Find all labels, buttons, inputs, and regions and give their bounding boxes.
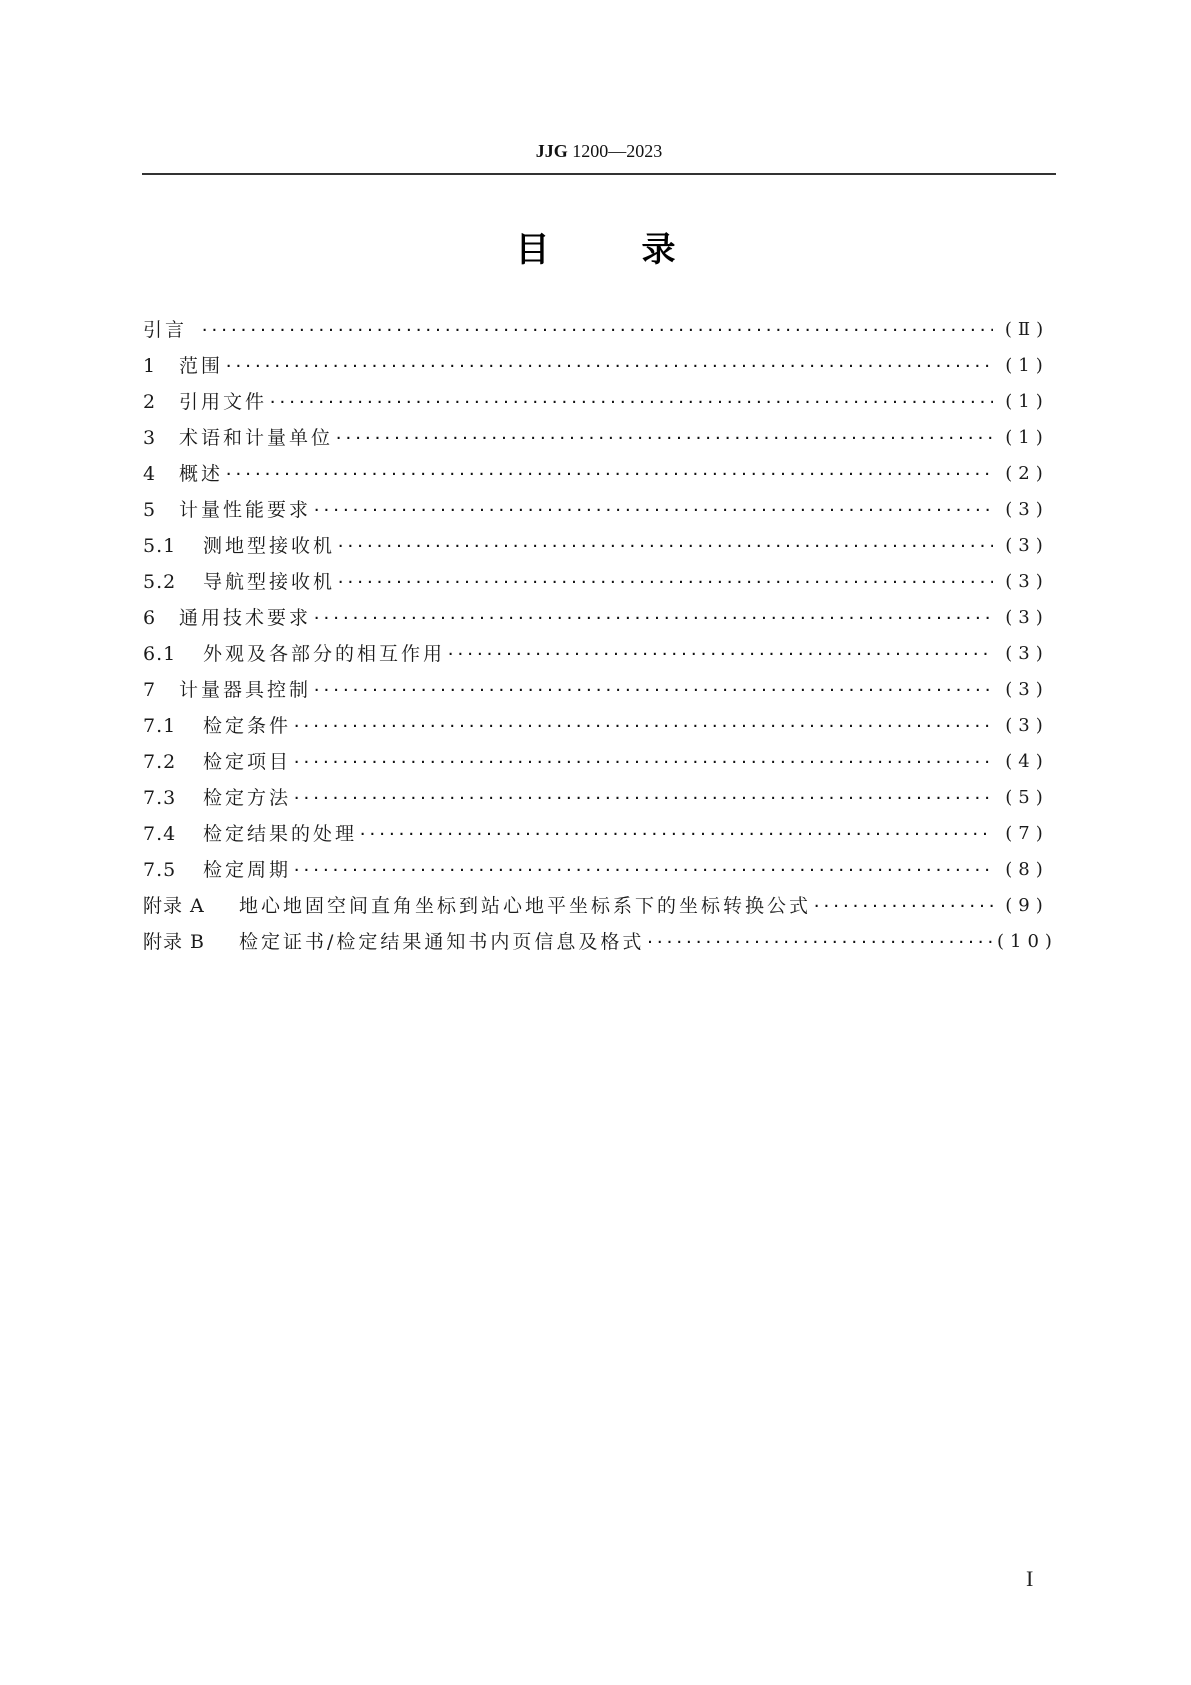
toc-entry-page: (3)	[1005, 715, 1049, 736]
toc-entry[interactable]	[143, 420, 1057, 456]
standard-number: 1200—2023	[572, 141, 663, 161]
toc-entry-page: (9)	[1005, 895, 1049, 916]
toc-entry-number: 6.1	[143, 643, 177, 665]
toc-entry-label: 概述	[179, 463, 224, 485]
toc-entry-label: 测地型接收机	[203, 535, 336, 557]
dot-leader	[293, 708, 993, 744]
toc-entry-label: 检定项目	[203, 751, 292, 773]
toc-entry-label: 范围	[179, 355, 224, 377]
toc-entry-label: 检定证书/检定结果通知书内页信息及格式	[239, 931, 645, 953]
toc-entry[interactable]	[143, 852, 1057, 888]
dot-leader	[201, 312, 993, 348]
dot-leader	[335, 420, 993, 456]
toc-entry[interactable]	[143, 708, 1057, 744]
toc-entry-number: 7.4	[143, 823, 177, 845]
toc-entry-label: 地心地固空间直角坐标到站心地平坐标系下的坐标转换公式	[239, 895, 812, 917]
toc-entry-number: 1	[143, 355, 157, 377]
toc-entry-number: 7.3	[143, 787, 177, 809]
toc-entry-number: 5.2	[143, 571, 177, 593]
toc-entry-page: (3)	[1005, 607, 1049, 628]
toc-entry-label: 引用文件	[179, 391, 268, 413]
toc-entry-page: (4)	[1005, 751, 1049, 772]
toc-entry-label: 外观及各部分的相互作用	[203, 643, 446, 665]
dot-leader	[269, 384, 993, 420]
toc-entry[interactable]	[143, 636, 1057, 672]
toc-entry-number: 7.5	[143, 859, 177, 881]
toc-entry[interactable]	[143, 888, 1057, 924]
toc-entry-page: (3)	[1005, 643, 1049, 664]
page-number: I	[1026, 1566, 1034, 1591]
toc-entry-label: 检定方法	[203, 787, 292, 809]
toc-entry-label: 术语和计量单位	[179, 427, 334, 449]
toc-entry-label: 计量器具控制	[179, 679, 312, 701]
toc-entry[interactable]	[143, 492, 1057, 528]
toc-entry[interactable]	[143, 312, 1057, 348]
toc-entry-page: (1)	[1005, 355, 1049, 376]
dot-leader	[313, 492, 993, 528]
toc-entry-number: 附录 B	[143, 931, 206, 953]
title-char-1: 目	[515, 230, 550, 270]
toc-entry-number: 4	[143, 463, 157, 485]
toc-entry-number: 5.1	[143, 535, 177, 557]
title-char-2: 录	[641, 230, 676, 270]
toc-entry[interactable]	[143, 456, 1057, 492]
page-header	[142, 140, 1056, 162]
toc-entry-number: 2	[143, 391, 157, 413]
toc-entry-label: 引言	[143, 319, 188, 341]
toc-entry-label: 计量性能要求	[179, 499, 312, 521]
dot-leader	[293, 744, 993, 780]
toc-entry[interactable]	[143, 924, 1057, 960]
toc-entry-number: 5	[143, 499, 157, 521]
toc-entry[interactable]	[143, 528, 1057, 564]
toc-entry[interactable]	[143, 780, 1057, 816]
toc-entry-page: (1)	[1005, 427, 1049, 448]
toc-entry-label: 检定条件	[203, 715, 292, 737]
toc-entry-page: (2)	[1005, 463, 1049, 484]
page-title	[0, 230, 1191, 270]
toc-entry-page: (8)	[1005, 859, 1049, 880]
toc-entry-page: (7)	[1005, 823, 1049, 844]
toc-entry[interactable]	[143, 384, 1057, 420]
dot-leader	[359, 816, 993, 852]
toc-entry[interactable]	[143, 744, 1057, 780]
dot-leader	[337, 564, 993, 600]
toc-entry-page: (3)	[1005, 535, 1049, 556]
dot-leader	[293, 780, 993, 816]
toc-entry-page: (10)	[997, 931, 1058, 952]
toc-entry-page: (3)	[1005, 679, 1049, 700]
toc-entry-label: 通用技术要求	[179, 607, 312, 629]
toc-entry-label: 检定周期	[203, 859, 292, 881]
toc-entry-label: 检定结果的处理	[203, 823, 358, 845]
toc-entry-page: (3)	[1005, 499, 1049, 520]
table-of-contents	[143, 312, 1057, 960]
toc-entry[interactable]	[143, 600, 1057, 636]
toc-entry-number: 7.2	[143, 751, 177, 773]
header-rule	[142, 173, 1056, 175]
toc-entry-number: 附录 A	[143, 895, 205, 917]
toc-entry-number: 7	[143, 679, 157, 701]
toc-entry-label: 导航型接收机	[203, 571, 336, 593]
toc-entry[interactable]	[143, 348, 1057, 384]
dot-leader	[337, 528, 993, 564]
toc-entry-number: 6	[143, 607, 157, 629]
dot-leader	[813, 888, 993, 924]
toc-entry-page: (1)	[1005, 391, 1049, 412]
standard-code: JJG	[535, 141, 568, 161]
toc-entry-number: 3	[143, 427, 157, 449]
toc-entry[interactable]	[143, 564, 1057, 600]
dot-leader	[447, 636, 993, 672]
dot-leader	[293, 852, 993, 888]
dot-leader	[225, 348, 993, 384]
toc-entry-number: 7.1	[143, 715, 177, 737]
dot-leader	[646, 924, 993, 960]
dot-leader	[313, 600, 993, 636]
toc-entry[interactable]	[143, 816, 1057, 852]
toc-entry-page: (Ⅱ)	[1004, 319, 1050, 340]
toc-entry-page: (5)	[1005, 787, 1049, 808]
toc-entry[interactable]	[143, 672, 1057, 708]
dot-leader	[313, 672, 993, 708]
toc-entry-page: (3)	[1005, 571, 1049, 592]
dot-leader	[225, 456, 993, 492]
